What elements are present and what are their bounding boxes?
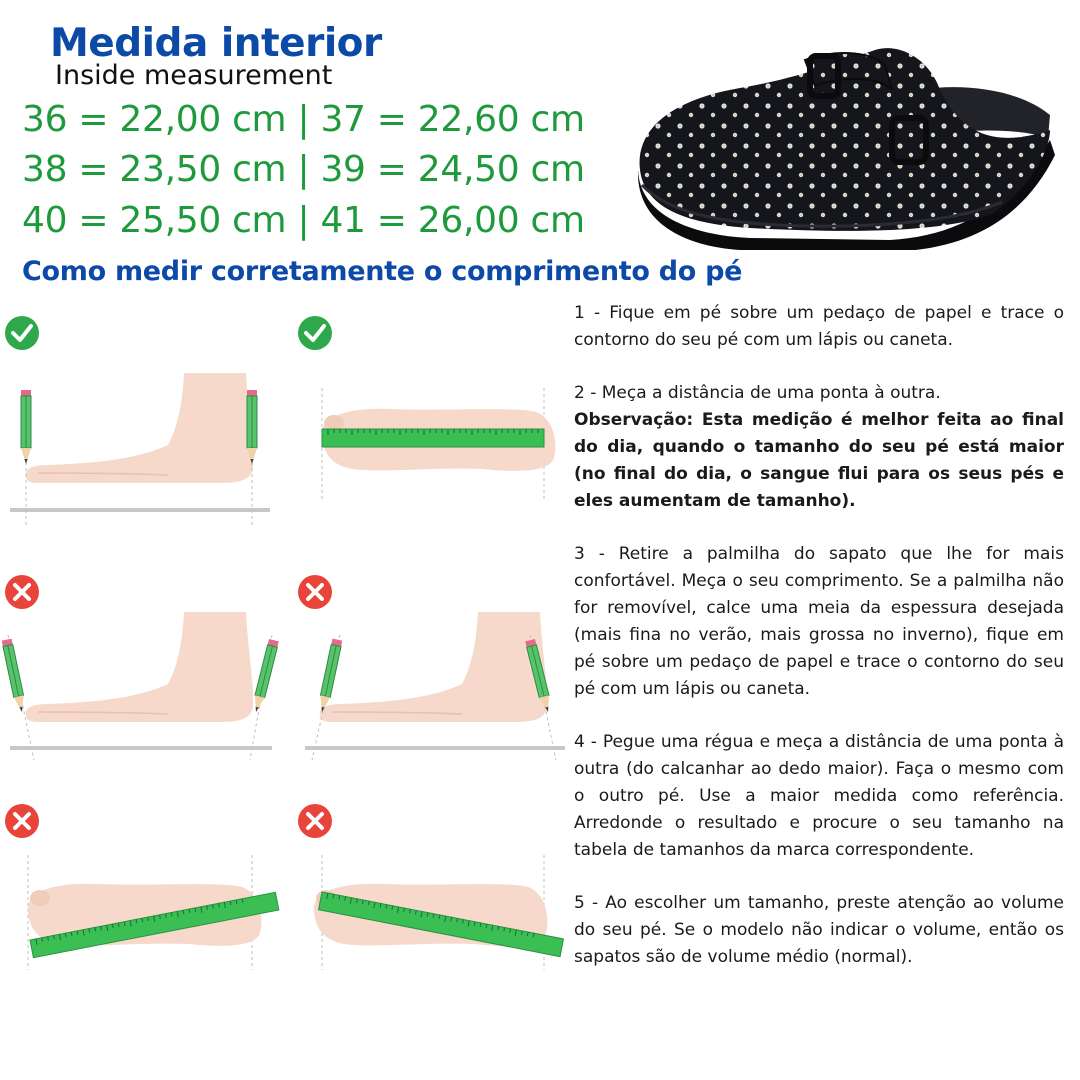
- check-icon: [298, 316, 332, 350]
- measurement-illustrations: [0, 300, 570, 990]
- instruction-step-5: 5 - Ao escolher um tamanho, preste atenção ao volume do seu pé. Se o modelo não indicar o volume, então os sapatos são de volume médio (normal).: [574, 893, 1064, 967]
- size-line-3: 40 = 25,50 cm | 41 = 26,00 cm: [22, 200, 585, 241]
- page-subtitle: Inside measurement: [55, 60, 333, 91]
- instruction-step-2-note: Observação: Esta medição é melhor feita ao final do dia, quando o tamanho do seu pé está maior (no final do dia, o sangue flui para os seus pés e eles aumentam de tamanho).: [574, 410, 1064, 511]
- illustration-wrong-pencils-out: [2, 575, 279, 760]
- instruction-step-4: 4 - Pegue uma régua e meça a distância de uma ponta à outra (do calcanhar ao dedo maior). Faça o mesmo com o outro pé. Use a maior medida como referência. Arredonde o resultado e procure o seu tamanho na tabela de tamanhos da marca correspondente.: [574, 732, 1064, 860]
- page-title: Medida interior: [50, 21, 382, 66]
- illustration-wrong-pencils-in: [298, 575, 565, 760]
- check-icon: [5, 316, 39, 350]
- instruction-step-2: [574, 380, 1064, 515]
- instruction-step-3: 3 - Retire a palmilha do sapato que lhe for mais confortável. Meça o seu comprimento. Se a palmilha não for removível, calce uma meia da espessura desejada (mais fina no verão, mais grossa no inverno), fique em pé sobre um pedaço de papel e trace o contorno do seu pé com um lápis ou caneta.: [574, 544, 1064, 699]
- illustration-correct-top: [298, 316, 555, 500]
- illustration-wrong-ruler-up: [5, 804, 279, 970]
- instructions-panel: [574, 300, 1064, 971]
- size-line-2: 38 = 23,50 cm | 39 = 24,50 cm: [22, 149, 585, 190]
- section-title: Como medir corretamente o comprimento do pé: [22, 256, 743, 287]
- size-line-1: 36 = 22,00 cm | 37 = 22,60 cm: [22, 99, 585, 140]
- illustration-wrong-ruler-down: [298, 804, 563, 970]
- clog-product-image: [630, 20, 1060, 250]
- instruction-step-1: 1 - Fique em pé sobre um pedaço de papel e trace o contorno do seu pé com um lápis ou caneta.: [574, 303, 1064, 350]
- illustration-correct-side: [5, 316, 270, 525]
- instruction-step-2-text: 2 - Meça a distância de uma ponta à outra.: [574, 383, 941, 403]
